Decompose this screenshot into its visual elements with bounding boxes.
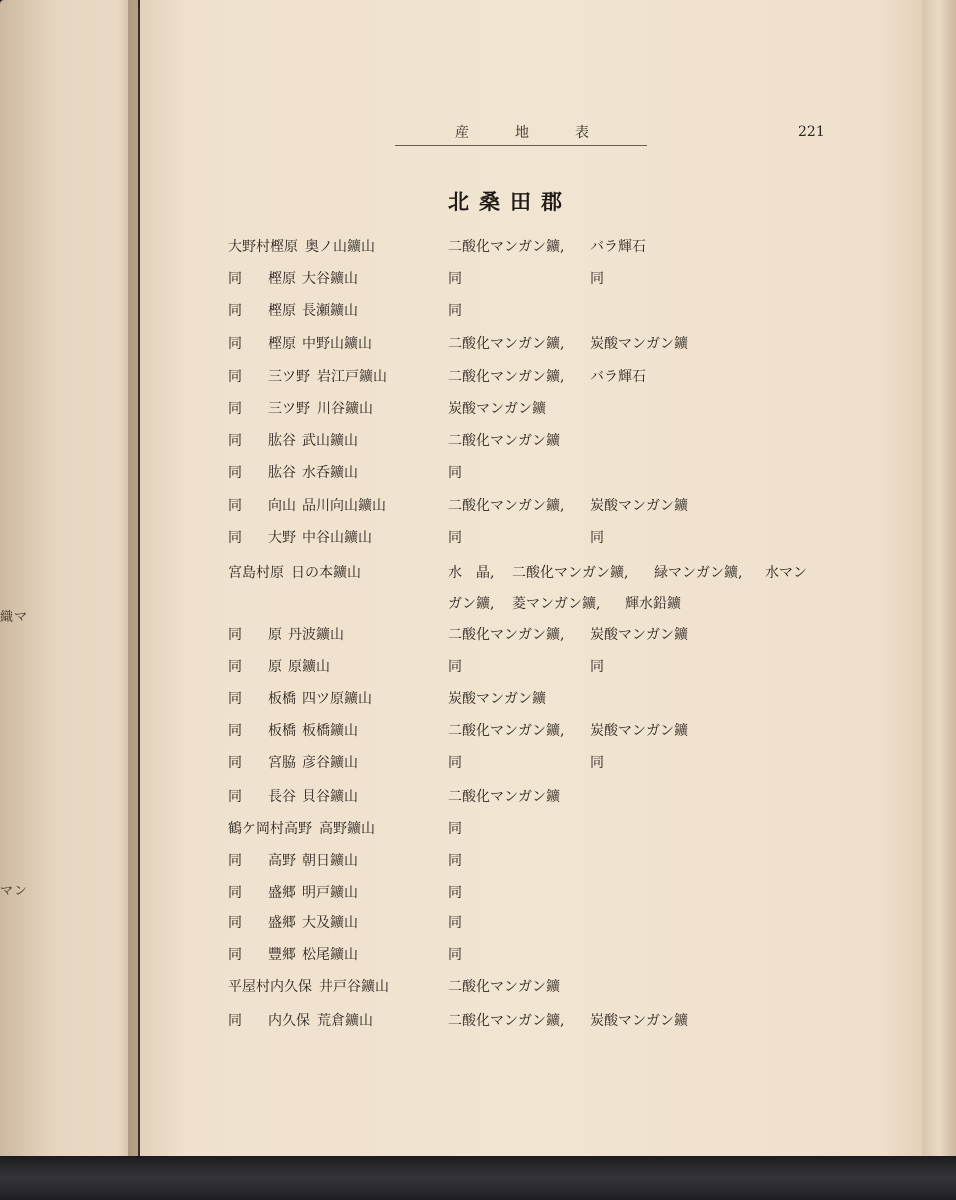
mine-name-cell: 中野山鑛山: [302, 336, 372, 352]
table-row: [0, 398, 956, 424]
village-cell: 同: [228, 627, 242, 643]
table-row: [0, 720, 956, 746]
locality-cell: 大野: [268, 530, 296, 546]
table-row: [0, 752, 956, 778]
locality-cell: 高野: [268, 853, 296, 869]
mineral-cell: 同: [590, 755, 604, 771]
locality-cell: 長谷: [268, 789, 296, 805]
locality-cell: 原: [268, 627, 282, 643]
mine-name-cell: 日の本鑛山: [291, 565, 361, 581]
village-cell: 同: [228, 723, 242, 739]
village-cell: 同: [228, 1013, 242, 1029]
mine-name-cell: 板橋鑛山: [302, 723, 358, 739]
locality-cell: 樫原: [268, 271, 296, 287]
village-cell: 同: [228, 853, 242, 869]
left-page-fragment: マン: [0, 884, 29, 899]
mine-name-cell: 岩江戸鑛山: [317, 369, 387, 385]
mineral-cell: 同: [448, 465, 462, 481]
table-row: [0, 430, 956, 456]
locality-cell: 樫原: [268, 303, 296, 319]
table-row: [0, 366, 956, 392]
table-row: [0, 944, 956, 970]
mineral-cell: 二酸化マンガン鑛: [448, 789, 560, 805]
village-cell: 宮島村原: [228, 565, 284, 581]
village-cell: 同: [228, 947, 242, 963]
locality-cell: 板橋: [268, 723, 296, 739]
table-row: [0, 882, 956, 908]
mineral-cell: 炭酸マンガン鑛: [590, 1013, 688, 1029]
table-row: [0, 593, 956, 619]
mineral-cell: 二酸化マンガン鑛,: [448, 723, 565, 739]
running-head: [455, 122, 589, 142]
table-row: [0, 912, 956, 938]
mineral-cell: 同: [448, 659, 462, 675]
table-row: [0, 1010, 956, 1036]
section-title: 北桑田郡: [448, 190, 572, 214]
mine-name-cell: 川谷鑛山: [317, 401, 373, 417]
mine-name-cell: 丹波鑛山: [288, 627, 344, 643]
village-cell: 同: [228, 530, 242, 546]
mineral-cell: 二酸化マンガン鑛,: [512, 565, 629, 581]
book-cover-bottom: [0, 1156, 956, 1200]
mine-name-cell: 四ツ原鑛山: [302, 691, 372, 707]
mine-name-cell: 奥ノ山鑛山: [305, 239, 375, 255]
mineral-cell: 同: [448, 821, 462, 837]
mineral-cell: 炭酸マンガン鑛: [590, 498, 688, 514]
mineral-cell: 二酸化マンガン鑛,: [448, 1013, 565, 1029]
mineral-cell: 同: [448, 530, 462, 546]
village-cell: 同: [228, 691, 242, 707]
locality-cell: 盛郷: [268, 915, 296, 931]
mineral-cell: 炭酸マンガン鑛: [590, 336, 688, 352]
mine-name-cell: 大及鑛山: [302, 915, 358, 931]
village-cell: 同: [228, 498, 242, 514]
mine-name-cell: 大谷鑛山: [302, 271, 358, 287]
header-rule: [395, 145, 647, 146]
mineral-cell: 輝水鉛鑛: [625, 596, 681, 612]
locality-cell: 原: [268, 659, 282, 675]
mine-name-cell: 明戸鑛山: [302, 885, 358, 901]
village-cell: 平屋村内久保: [228, 979, 312, 995]
mineral-cell: 二酸化マンガン鑛,: [448, 627, 565, 643]
table-row: [0, 462, 956, 488]
village-cell: 同: [228, 755, 242, 771]
mine-name-cell: 品川向山鑛山: [302, 498, 386, 514]
mine-name-cell: 水呑鑛山: [302, 465, 358, 481]
village-cell: 同: [228, 303, 242, 319]
village-cell: 同: [228, 433, 242, 449]
mineral-cell: 同: [448, 947, 462, 963]
village-cell: 鶴ケ岡村高野: [228, 821, 312, 837]
table-row: [0, 300, 956, 326]
running-head-char: 産: [455, 125, 469, 141]
locality-cell: 三ツ野: [268, 369, 310, 385]
village-cell: 同: [228, 336, 242, 352]
locality-cell: 板橋: [268, 691, 296, 707]
table-row: [0, 656, 956, 682]
mineral-cell: 同: [590, 271, 604, 287]
mineral-cell: 二酸化マンガン鑛,: [448, 498, 565, 514]
mineral-cell: 二酸化マンガン鑛: [448, 979, 560, 995]
mine-name-cell: 荒倉鑛山: [317, 1013, 373, 1029]
mineral-cell: 水マン: [765, 565, 807, 581]
table-row: [0, 624, 956, 650]
locality-cell: 豐郷: [268, 947, 296, 963]
village-cell: 同: [228, 915, 242, 931]
mine-name-cell: 高野鑛山: [319, 821, 375, 837]
mineral-cell: 同: [448, 303, 462, 319]
mineral-cell: 水 晶,: [448, 565, 495, 581]
table-row: [0, 495, 956, 521]
locality-cell: 向山: [268, 498, 296, 514]
table-row: [0, 818, 956, 844]
mineral-cell: 二酸化マンガン鑛,: [448, 336, 565, 352]
mine-name-cell: 朝日鑛山: [302, 853, 358, 869]
village-cell: 同: [228, 659, 242, 675]
village-cell: 同: [228, 885, 242, 901]
mine-name-cell: 貝谷鑛山: [302, 789, 358, 805]
locality-cell: 内久保: [268, 1013, 310, 1029]
village-cell: 大野村樫原: [228, 239, 298, 255]
village-cell: 同: [228, 369, 242, 385]
mineral-cell: 同: [448, 915, 462, 931]
mineral-cell: 同: [590, 530, 604, 546]
locality-cell: 肱谷: [268, 465, 296, 481]
mineral-cell: 炭酸マンガン鑛: [448, 691, 546, 707]
mineral-cell: 炭酸マンガン鑛: [590, 627, 688, 643]
running-head-char: 地: [515, 125, 529, 141]
mineral-cell: 菱マンガン鑛,: [512, 596, 601, 612]
village-cell: 同: [228, 401, 242, 417]
table-row: [0, 850, 956, 876]
mineral-cell: 同: [590, 659, 604, 675]
page-number: 221: [798, 124, 825, 140]
table-row: [0, 562, 956, 588]
mineral-cell: 二酸化マンガン鑛: [448, 433, 560, 449]
locality-cell: 肱谷: [268, 433, 296, 449]
table-row: [0, 268, 956, 294]
table-row: [0, 236, 956, 262]
mine-name-cell: 井戸谷鑛山: [319, 979, 389, 995]
mineral-cell: ガン鑛,: [448, 596, 495, 612]
mineral-cell: 二酸化マンガン鑛,: [448, 239, 565, 255]
mineral-cell: 炭酸マンガン鑛: [448, 401, 546, 417]
mine-name-cell: 中谷山鑛山: [302, 530, 372, 546]
locality-cell: 宮脇: [268, 755, 296, 771]
locality-cell: 三ツ野: [268, 401, 310, 417]
mine-name-cell: 原鑛山: [288, 659, 330, 675]
mineral-cell: バラ輝石: [590, 239, 646, 255]
table-row: [0, 527, 956, 553]
mineral-cell: 同: [448, 885, 462, 901]
mine-name-cell: 彦谷鑛山: [302, 755, 358, 771]
mineral-cell: 緑マンガン鑛,: [654, 565, 743, 581]
mineral-cell: 同: [448, 853, 462, 869]
mine-name-cell: 武山鑛山: [302, 433, 358, 449]
left-page-fragment: 織マ: [0, 610, 29, 625]
table-row: [0, 688, 956, 714]
village-cell: 同: [228, 465, 242, 481]
locality-cell: 樫原: [268, 336, 296, 352]
mineral-cell: 同: [448, 755, 462, 771]
mineral-cell: 二酸化マンガン鑛,: [448, 369, 565, 385]
table-row: [0, 333, 956, 359]
running-head-char: 表: [575, 125, 589, 141]
table-row: [0, 786, 956, 812]
mineral-cell: 同: [448, 271, 462, 287]
village-cell: 同: [228, 271, 242, 287]
mine-name-cell: 長瀬鑛山: [302, 303, 358, 319]
table-row: [0, 976, 956, 1002]
mine-name-cell: 松尾鑛山: [302, 947, 358, 963]
mineral-cell: 炭酸マンガン鑛: [590, 723, 688, 739]
locality-cell: 盛郷: [268, 885, 296, 901]
village-cell: 同: [228, 789, 242, 805]
mineral-cell: バラ輝石: [590, 369, 646, 385]
